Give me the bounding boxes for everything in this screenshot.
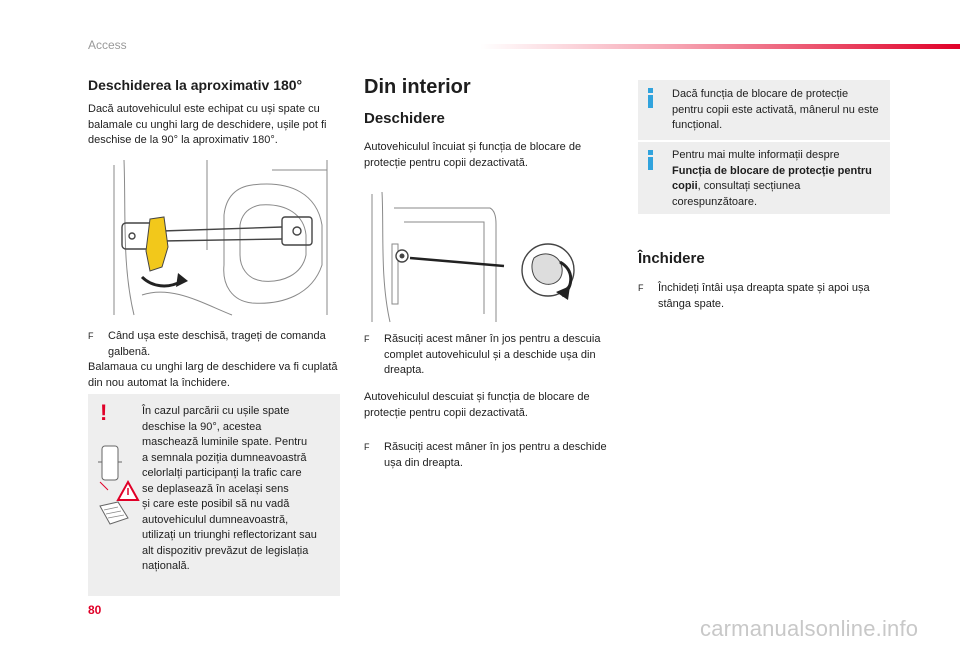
bullet-mark: F	[364, 334, 370, 344]
bullet-mark: F	[638, 283, 644, 293]
header-section-label: Access	[88, 38, 127, 52]
header-accent-bar	[480, 44, 960, 49]
warning-line: celorlalți participanți la trafic care	[142, 467, 302, 479]
section-title-180: Deschiderea la aproximativ 180°	[88, 77, 303, 93]
bullet-close-doors	[638, 281, 890, 312]
interior-handle-illustration	[364, 188, 588, 324]
bullet-turn-handle-open	[364, 440, 614, 471]
warning-line: În cazul parcării cu ușile spate	[142, 405, 290, 417]
section-title-interior: Din interior	[364, 76, 471, 98]
info-note-text	[672, 148, 880, 210]
parking-triangle-illustration	[96, 442, 142, 532]
watermark: carmanualsonline.info	[700, 616, 919, 641]
warning-line: a semnala poziția dumneavoastră	[142, 451, 307, 464]
warning-line: utilizați un triunghi reflectorizant sau	[142, 529, 317, 541]
bullet-pull-yellow	[88, 329, 340, 360]
warning-line: națională.	[142, 560, 190, 572]
warning-line: și care este posibil să nu vadă	[142, 498, 290, 510]
info-note-bold: Funcția de blocare de protecție pentru copii	[672, 164, 872, 192]
warning-box	[88, 394, 340, 596]
info-note-pre: Pentru mai multe informații despre	[672, 149, 840, 161]
info-note-see-section	[638, 142, 890, 214]
warning-text	[142, 404, 338, 575]
info-icon	[648, 88, 654, 108]
bullet-mark: F	[364, 442, 370, 452]
warning-exclamation-icon: !	[100, 400, 108, 425]
warning-line: deschise la 90°, acestea	[142, 420, 262, 433]
intro-paragraph-180: Dacă autovehiculul este echipat cu uși spate cu balamale cu unghi larg de deschidere, ușile pot fi deschise de la 90° la aproximativ 180°.	[88, 103, 327, 146]
hinge-reengage-text: Balamaua cu unghi larg de deschidere va fi cuplată din nou automat la închidere.	[88, 361, 338, 389]
warning-line: maschează luminile spate. Pentru	[142, 436, 308, 448]
bullet-text: Răsuciți acest mâner în jos pentru a descuia complet autovehiculul și a deschide ușa din dreapta.	[384, 333, 601, 376]
info-note-text: Dacă funcția de blocare de protecție pentru copii este activată, mânerul nu este funcțional.	[672, 88, 879, 131]
bullet-text: Închideți întâi ușa dreapta spate și apoi ușa stânga spate.	[658, 282, 870, 310]
info-note-post: , consultați secțiunea corespunzătoare.	[672, 180, 801, 208]
subtitle-closing: Închidere	[638, 250, 705, 267]
bullet-text: Când ușa este deschisă, trageți de comanda galbenă.	[108, 330, 326, 358]
unlocked-intro-text: Autovehiculul descuiat și funcția de blocare de protecție pentru copii dezactivată.	[364, 391, 590, 419]
bullet-turn-handle-unlock	[364, 332, 614, 379]
warning-line: autovehiculul dumneavoastră,	[142, 513, 289, 526]
warning-line: se deplasează în același sens	[142, 482, 289, 495]
page-number: 80	[88, 603, 102, 617]
info-icon	[648, 150, 654, 170]
hinge-illustration	[112, 155, 334, 323]
warning-line: alt dispozitiv prevăzut de legislația	[142, 544, 309, 557]
bullet-text: Răsuciți acest mâner în jos pentru a deschide ușa din dreapta.	[384, 441, 607, 469]
info-note-child-lock	[638, 80, 890, 140]
subtitle-opening: Deschidere	[364, 110, 445, 127]
bullet-mark: F	[88, 331, 94, 341]
locked-intro-text: Autovehiculul încuiat și funcția de blocare de protecție pentru copii dezactivată.	[364, 141, 582, 169]
